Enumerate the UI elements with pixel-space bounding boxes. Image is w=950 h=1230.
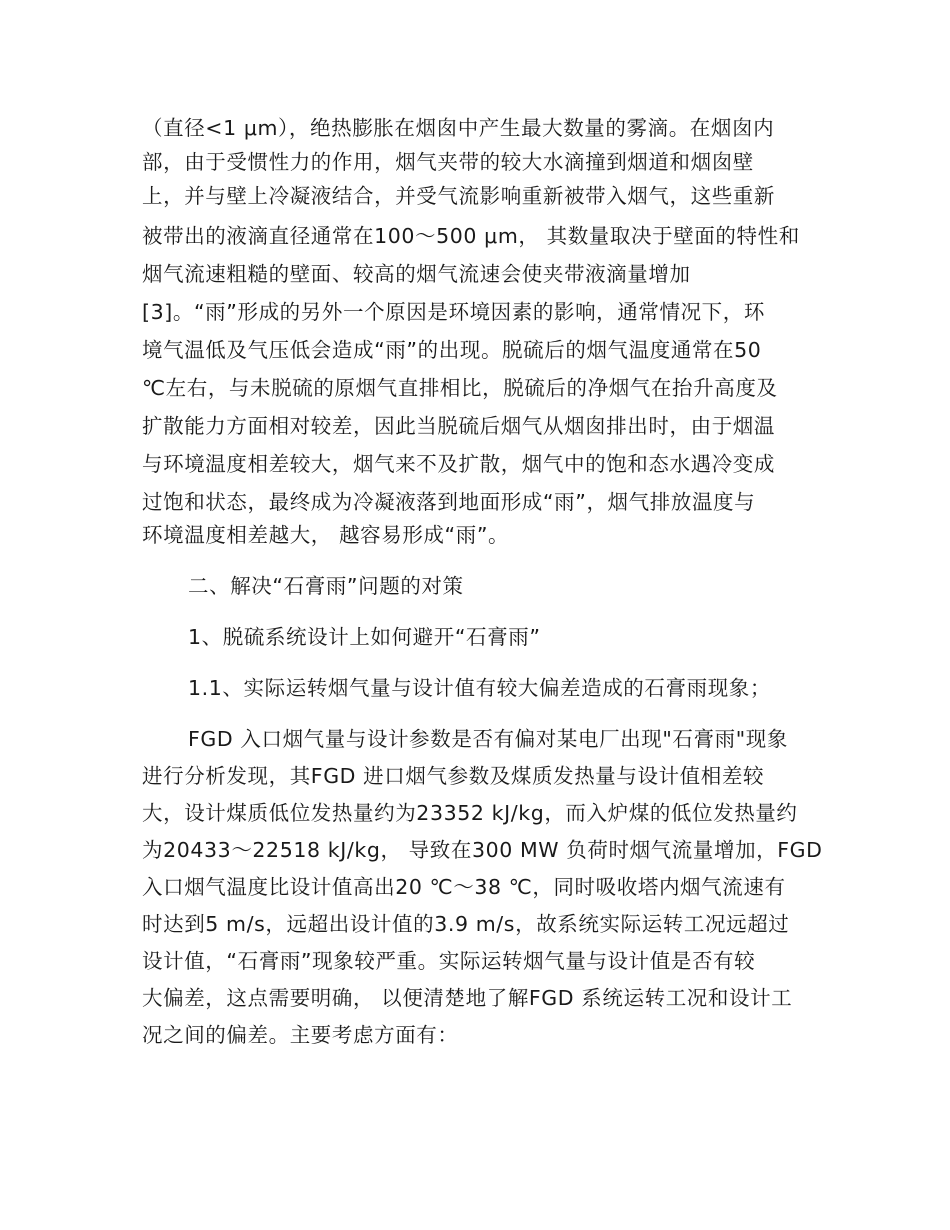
text-line: 入口烟气温度比设计值高出20 ℃～38 ℃，同时吸收塔内烟气流速有 xyxy=(142,875,786,899)
subsubsection-heading: 1.1、实际运转烟气量与设计值有较大偏差造成的石膏雨现象； xyxy=(188,676,771,700)
text-line: 环境温度相差越大， 越容易形成“雨”。 xyxy=(142,523,510,547)
text-line: 烟气流速粗糙的壁面、较高的烟气流速会使夹带液滴量增加 xyxy=(142,262,691,286)
text-line: 过饱和状态，最终成为冷凝液落到地面形成“雨”，烟气排放温度与 xyxy=(142,490,756,514)
subsection-heading: 1、脱硫系统设计上如何避开“石膏雨” xyxy=(188,625,541,649)
text-line: ℃左右，与未脱硫的原烟气直排相比，脱硫后的净烟气在抬升高度及 xyxy=(142,376,778,400)
text-line: 部，由于受惯性力的作用，烟气夹带的较大水滴撞到烟道和烟囱壁 xyxy=(142,150,754,174)
text-line: 扩散能力方面相对较差，因此当脱硫后烟气从烟囱排出时，由于烟温 xyxy=(142,414,775,438)
text-line: 与环境温度相差较大，烟气来不及扩散，烟气中的饱和态水遇冷变成 xyxy=(142,452,775,476)
text-line: FGD 入口烟气量与设计参数是否有偏对某电厂出现"石膏雨"现象 xyxy=(188,727,788,751)
text-line: 况之间的偏差。主要考虑方面有： xyxy=(142,1023,459,1047)
text-line: 进行分析发现，其FGD 进口烟气参数及煤质发热量与设计值相差较 xyxy=(142,764,765,788)
text-line: 时达到5 m/s，远超出设计值的3.9 m/s，故系统实际运转工况远超过 xyxy=(142,912,790,936)
section-heading: 二、解决“石膏雨”问题的对策 xyxy=(188,574,464,598)
text-line: 上，并与壁上冷凝液结合，并受气流影响重新被带入烟气，这些重新 xyxy=(142,184,775,208)
text-line: 被带出的液滴直径通常在100～500 μm， 其数量取决于壁面的特性和 xyxy=(142,224,800,248)
text-line: [3]。“雨”形成的另外一个原因是环境因素的影响，通常情况下，环 xyxy=(142,300,765,324)
text-line: 境气温低及气压低会造成“雨”的出现。脱硫后的烟气温度通常在50 xyxy=(142,338,762,362)
text-line: 设计值，“石膏雨”现象较严重。实际运转烟气量与设计值是否有较 xyxy=(142,949,756,973)
text-line: 为20433～22518 kJ/kg， 导致在300 MW 负荷时烟气流量增加，FGD xyxy=(142,838,823,862)
text-line: 大，设计煤质低位发热量约为23352 kJ/kg，而入炉煤的低位发热量约 xyxy=(142,801,798,825)
text-line: 大偏差，这点需要明确， 以便清楚地了解FGD 系统运转工况和设计工 xyxy=(142,986,793,1010)
text-line: （直径<1 μm），绝热膨胀在烟囱中产生最大数量的雾滴。在烟囱内 xyxy=(142,116,775,140)
